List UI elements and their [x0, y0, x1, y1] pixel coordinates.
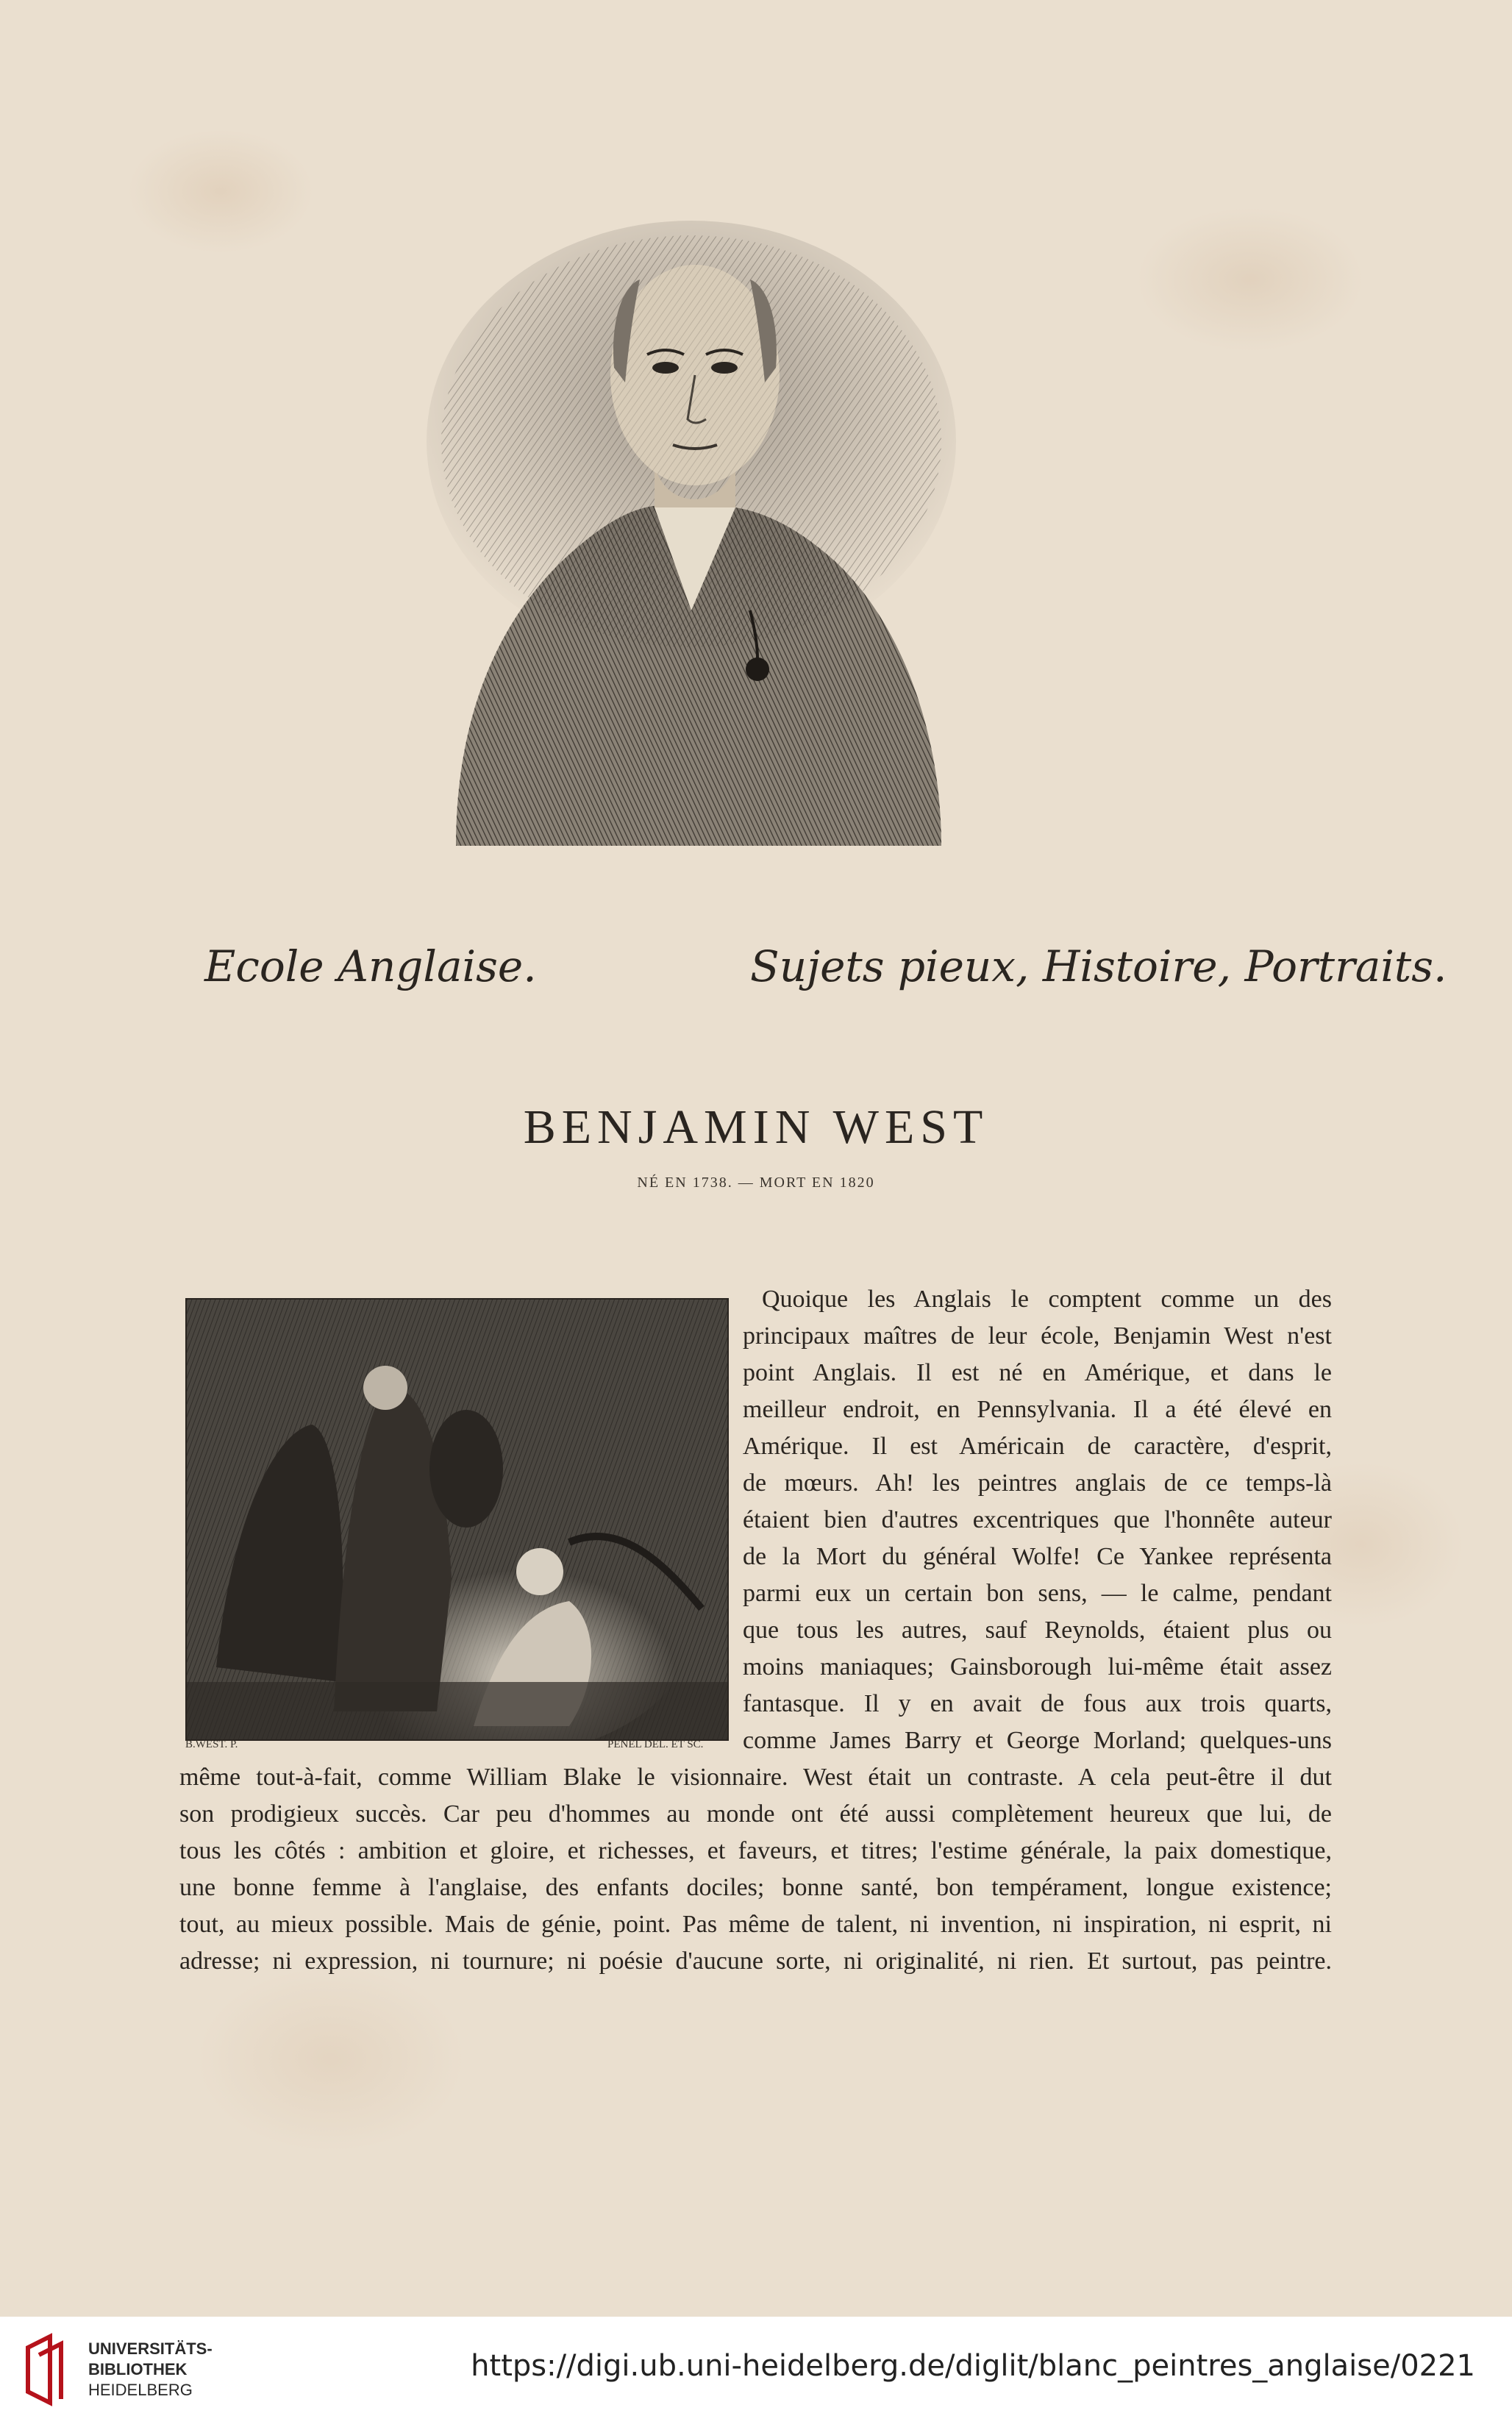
body-line: fantasque. Il y en avait de fous aux trois quarts,	[743, 1690, 1332, 1717]
library-name-line: BIBLIOTHEK	[88, 2360, 188, 2378]
body-line: Quoique les Anglais le comptent comme un des	[762, 1286, 1332, 1313]
engraving-credit-engraver: PENEL DEL. ET SC.	[607, 1739, 704, 1750]
viewer-footer	[0, 2317, 1512, 2427]
caption-subjects: Sujets pieux, Histoire, Portraits.	[750, 941, 1447, 991]
body-line: point Anglais. Il est né en Amérique, et dans le	[743, 1359, 1332, 1386]
permalink-url[interactable]: https://digi.ub.uni-heidelberg.de/diglit/blanc_peintres_anglaise/0221	[471, 2349, 1475, 2383]
body-line: une bonne femme à l'anglaise, des enfants dociles; bonne santé, bon tempérament, longue existence;	[179, 1874, 1332, 1901]
history-engraving-art	[187, 1300, 727, 1739]
body-line: son prodigieux succès. Car peu d'hommes au monde ont été aussi complètement heureux que lui, de	[179, 1800, 1332, 1828]
body-line: tout, au mieux possible. Mais de génie, point. Pas même de talent, ni invention, ni inspiration, ni esprit, ni	[179, 1911, 1332, 1938]
body-line: moins maniaques; Gainsborough lui-même était assez	[743, 1653, 1332, 1681]
university-library-logo-icon	[21, 2333, 79, 2406]
body-line: même tout-à-fait, comme William Blake le visionnaire. West était un contraste. A cela peut-être il dut	[179, 1764, 1332, 1791]
body-line: parmi eux un certain bon sens, — le calme, pendant	[743, 1580, 1332, 1607]
library-name-line: UNIVERSITÄTS-	[88, 2339, 213, 2358]
body-line: que tous les autres, sauf Reynolds, étaient plus ou	[743, 1617, 1332, 1644]
body-line: tous les côtés : ambition et gloire, et richesses, et faveurs, et titres; l'estime générale, la paix domestique,	[179, 1837, 1332, 1864]
body-line: meilleur endroit, en Pennsylvania. Il a été élevé en	[743, 1396, 1332, 1423]
birth-death-dates: NÉ EN 1738. — MORT EN 1820	[637, 1175, 875, 1191]
portrait-engraving	[412, 199, 971, 846]
body-line: de la Mort du général Wolfe! Ce Yankee représenta	[743, 1543, 1332, 1570]
caption-school: Ecole Anglaise.	[204, 941, 537, 991]
body-line: de mœurs. Ah! les peintres anglais de ce temps-là	[743, 1469, 1332, 1497]
body-line: comme James Barry et George Morland; quelques-uns	[743, 1727, 1332, 1754]
page-title: BENJAMIN WEST	[523, 1100, 989, 1154]
body-line: étaient bien d'autres excentriques que l'honnête auteur	[743, 1506, 1332, 1533]
body-line: Amérique. Il est Américain de caractère, d'esprit,	[743, 1433, 1332, 1460]
history-engraving	[185, 1298, 729, 1741]
engraving-credit-painter: B.WEST. P.	[185, 1739, 238, 1750]
body-line: adresse; ni expression, ni tournure; ni poésie d'aucune sorte, ni originalité, ni rien. Et surtout, pas peintre.	[179, 1947, 1332, 1975]
library-name-line: HEIDELBERG	[88, 2381, 193, 2399]
library-name	[88, 2339, 213, 2401]
body-line: principaux maîtres de leur école, Benjamin West n'est	[743, 1322, 1332, 1350]
